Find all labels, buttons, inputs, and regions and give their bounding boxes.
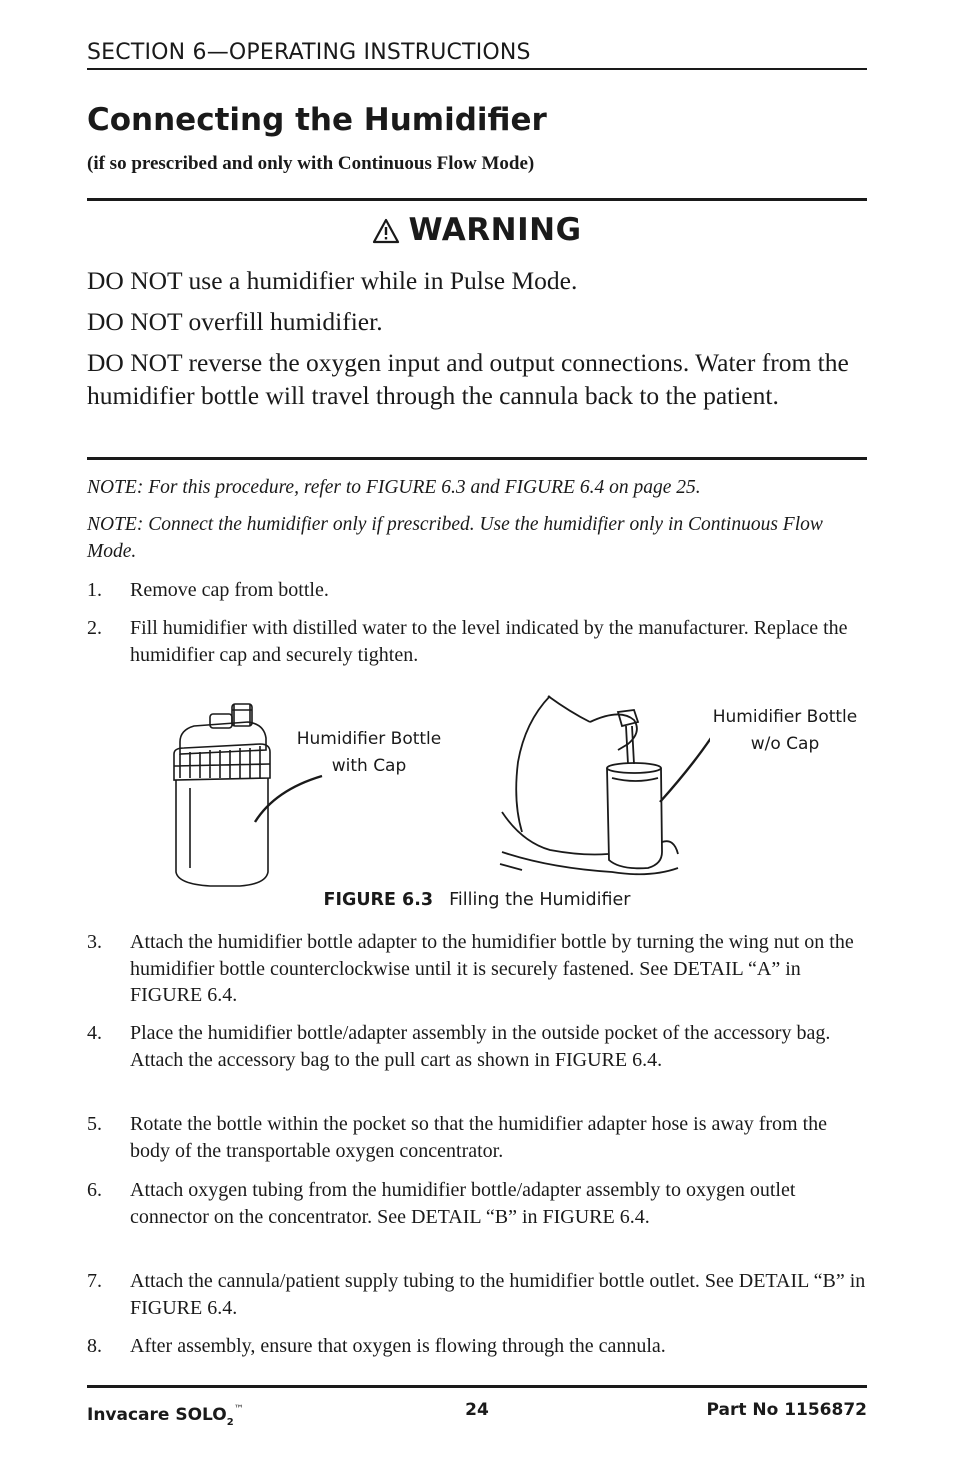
step-number: 4. — [87, 1022, 102, 1044]
step-number: 6. — [87, 1179, 102, 1201]
figure-caption-text: Filling the Humidifier — [449, 890, 631, 910]
step-text: Fill humidifier with distilled water to the level indicated by the manufacturer. Replace the humidifier cap and securely tighten. — [130, 617, 848, 666]
humidifier-bottle-with-cap-illustration — [174, 704, 270, 886]
step-text: After assembly, ensure that oxygen is flowing through the cannula. — [130, 1335, 666, 1357]
figure-label-line: Humidifier Bottle — [712, 707, 858, 727]
warning-triangle-icon — [372, 218, 400, 244]
list-item — [87, 1111, 867, 1164]
humidifier-bottle-without-cap-illustration — [500, 696, 678, 874]
step-text: Attach oxygen tubing from the humidifier bottle/adapter assembly to oxygen outlet connector on the concentrator. See DETAIL “B” in FIGURE 6.4. — [130, 1179, 796, 1228]
step-text: Place the humidifier bottle/adapter assembly in the outside pocket of the accessory bag. Attach the accessory bag to the pull cart as shown in FIGURE 6.4. — [130, 1022, 831, 1071]
list-item — [87, 1020, 867, 1073]
step-number: 5. — [87, 1113, 102, 1135]
step-text: Remove cap from bottle. — [130, 579, 329, 601]
page-title: Connecting the Humidifier — [87, 102, 547, 138]
note: NOTE: Connect the humidifier only if prescribed. Use the humidifier only in Continuous Flow Mode. — [87, 514, 823, 562]
step-text: Rotate the bottle within the pocket so that the humidifier adapter hose is away from the body of the transportable oxygen concentrator. — [130, 1113, 828, 1162]
page-subtitle: (if so prescribed and only with Continuous Flow Mode) — [87, 153, 535, 174]
warning-top-rule — [87, 198, 867, 201]
figure-label-line: Humidifier Bottle — [296, 729, 442, 749]
list-item — [87, 577, 867, 604]
list-item — [87, 1177, 867, 1230]
footer-product-name: Invacare SOLO — [87, 1405, 227, 1425]
list-item — [87, 929, 867, 1009]
figure-caption-number: FIGURE 6.3 — [323, 890, 434, 910]
step-text: Attach the humidifier bottle adapter to the humidifier bottle by turning the wing nut on the humidifier bottle counterclockwise until it is securely fastened. See DETAIL “A” in FIGURE 6.4. — [130, 931, 854, 1006]
step-number: 2. — [87, 617, 102, 639]
section-header: SECTION 6—OPERATING INSTRUCTIONS — [87, 38, 867, 70]
footer-product-subscript: 2 — [226, 1417, 234, 1428]
footer-rule — [87, 1385, 867, 1388]
footer-page-number: 24 — [465, 1400, 489, 1420]
leader-line-without-cap — [660, 732, 710, 802]
warning-line: DO NOT reverse the oxygen input and output connections. Water from the humidifier bottle will travel through the cannula back to the patient. — [87, 348, 849, 410]
leader-line-with-cap — [255, 776, 322, 822]
list-item — [87, 1333, 867, 1360]
figure-label-without-cap — [706, 704, 864, 758]
step-number: 1. — [87, 579, 102, 601]
figure-label-line: w/o Cap — [750, 734, 820, 754]
warning-line: DO NOT overfill humidifier. — [87, 307, 383, 336]
humidifier-figure — [150, 692, 710, 888]
warning-bottom-rule — [87, 457, 867, 460]
step-number: 3. — [87, 931, 102, 953]
list-item — [87, 1268, 867, 1321]
figure-label-with-cap — [290, 726, 448, 780]
figure-label-line: with Cap — [331, 756, 407, 776]
step-number: 8. — [87, 1335, 102, 1357]
list-item — [87, 615, 867, 668]
warning-heading-text: WARNING — [408, 212, 582, 248]
note: NOTE: For this procedure, refer to FIGURE 6.3 and FIGURE 6.4 on page 25. — [87, 477, 701, 498]
warning-heading — [0, 210, 954, 250]
warning-line: DO NOT use a humidifier while in Pulse Mode. — [87, 266, 578, 295]
footer-trademark: ™ — [233, 1404, 244, 1415]
step-text: Attach the cannula/patient supply tubing to the humidifier bottle outlet. See DETAIL “B” in FIGURE 6.4. — [130, 1270, 866, 1319]
footer-part-number: Part No 1156872 — [706, 1400, 867, 1420]
step-number: 7. — [87, 1270, 102, 1292]
figure-caption — [0, 887, 954, 913]
